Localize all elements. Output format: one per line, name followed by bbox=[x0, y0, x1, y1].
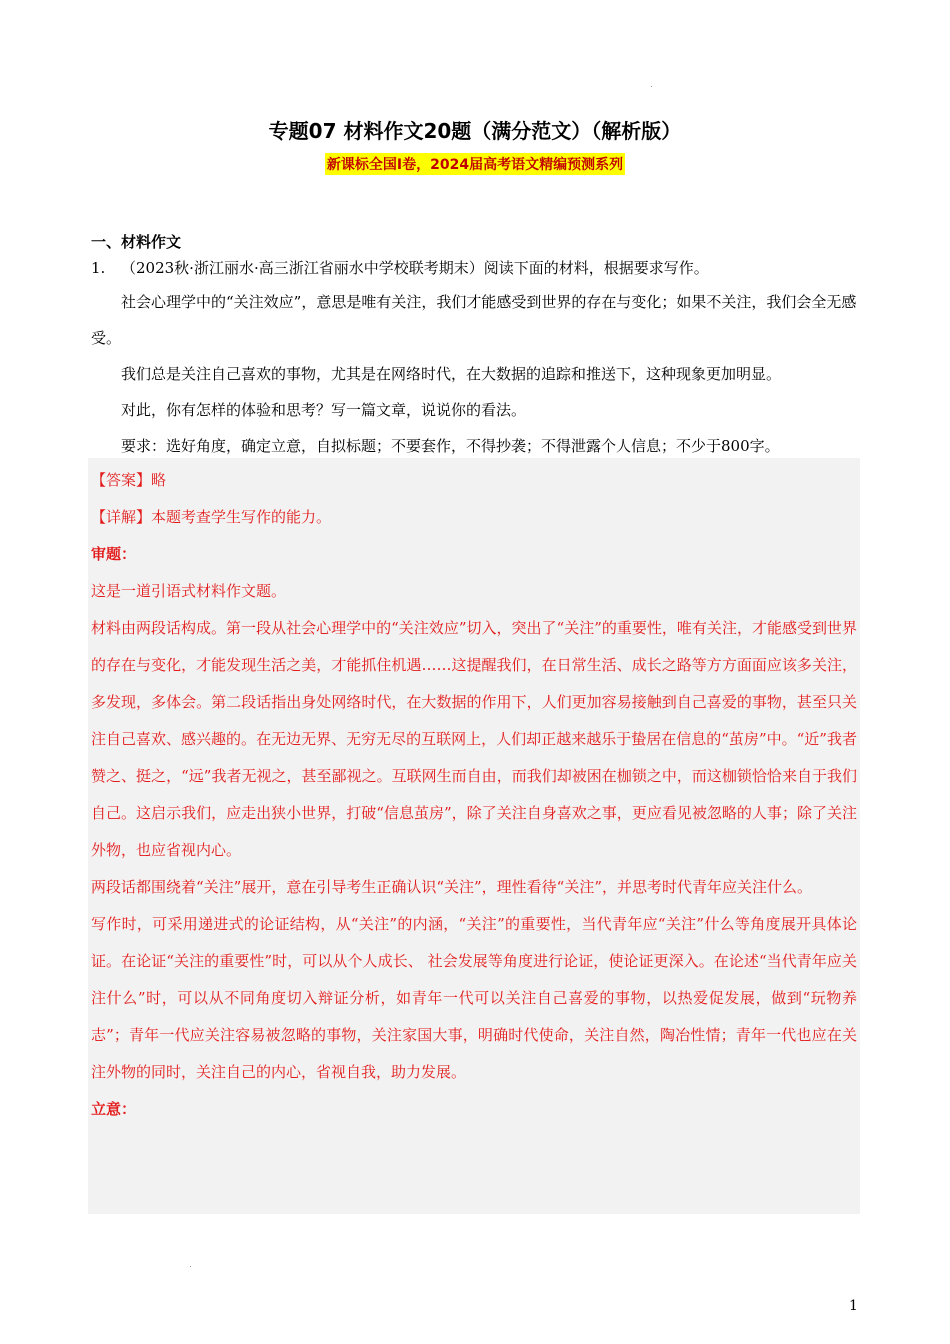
intent-heading: 立意： bbox=[91, 1100, 137, 1118]
material-block bbox=[91, 284, 859, 464]
answer-line: 【答案】略 bbox=[91, 471, 167, 489]
material-paragraph: 我们总是关注自己喜欢的事物，尤其是在网络时代，在大数据的追踪和推送下，这种现象更加明显。 bbox=[121, 365, 782, 383]
requirement-paragraph: 要求：选好角度，确定立意，自拟标题；不要套作，不得抄袭；不得泄露个人信息；不少于800字。 bbox=[121, 437, 780, 455]
answer-block bbox=[91, 462, 857, 1128]
subtitle-wrapper bbox=[0, 153, 950, 175]
page-number: 1 bbox=[849, 1298, 858, 1314]
speck-mark bbox=[190, 1266, 191, 1267]
review-heading: 审题： bbox=[91, 545, 137, 563]
question-header bbox=[91, 257, 709, 278]
speck-mark bbox=[651, 86, 652, 87]
review-paragraph: 两段话都围绕着“关注”展开，意在引导考生正确认识“关注”，理性看待“关注”，并思考时代青年应关注什么。 bbox=[91, 878, 813, 896]
review-paragraph: 写作时，可采用递进式的论证结构，从“关注”的内涵，“关注”的重要性，当代青年应“关注”什么等角度展开具体论证。在论证“关注的重要性”时，可以从个人成长、 社会发展等角度进行论证，使论证更深入。在论述“当代青年应关注什么”时，可以从不同角度切入辩证分析，如青年一代可以关注自己喜爱的事物，以热爱促发展，做到“玩物养志”；青年一代应关注容易被忽略的事物，关注家国大事，明确时代使命，关注自然，陶冶性情；青年一代也应在关注外物的同时，关注自己的内心，省视自我，助力发展。 bbox=[91, 915, 857, 1081]
question-source: （2023秋·浙江丽水·高三浙江省丽水中学校联考期末）阅读下面的材料，根据要求写作。 bbox=[121, 259, 709, 277]
section-heading: 一、材料作文 bbox=[91, 233, 182, 251]
material-paragraph: 社会心理学中的“关注效应”，意思是唯有关注，我们才能感受到世界的存在与变化；如果不关注，我们会全无感受。 bbox=[91, 293, 857, 347]
material-paragraph: 对此，你有怎样的体验和思考？写一篇文章，说说你的看法。 bbox=[121, 401, 527, 419]
detail-line: 【详解】本题考查学生写作的能力。 bbox=[91, 508, 332, 526]
question-number: 1. bbox=[91, 259, 106, 277]
page-subtitle: 新课标全国Ⅰ卷，2024届高考语文精编预测系列 bbox=[325, 153, 625, 175]
review-paragraph: 这是一道引语式材料作文题。 bbox=[91, 582, 287, 600]
page-title: 专题07 材料作文20题（满分范文）（解析版） bbox=[268, 119, 682, 143]
review-paragraph: 材料由两段话构成。第一段从社会心理学中的“关注效应”切入，突出了“关注”的重要性，唯有关注，才能感受到世界的存在与变化，才能发现生活之美，才能抓住机遇……这提醒我们，在日常生活、成长之路等方方面面应该多关注，多发现，多体会。第二段话指出身处网络时代，在大数据的作用下，人们更加容易接触到自己喜爱的事物，甚至只关注自己喜欢、感兴趣的。在无边无界、无穷无尽的互联网上，人们却正越来越乐于蛰居在信息的“茧房”中。“近”我者赞之、挺之，“远”我者无视之，甚至鄙视之。互联网生而自由，而我们却被困在枷锁之中，而这枷锁恰恰来自于我们自己。这启示我们，应走出狭小世界，打破“信息茧房”，除了关注自身喜欢之事，更应看见被忽略的人事；除了关注外物，也应省视内心。 bbox=[91, 619, 857, 859]
